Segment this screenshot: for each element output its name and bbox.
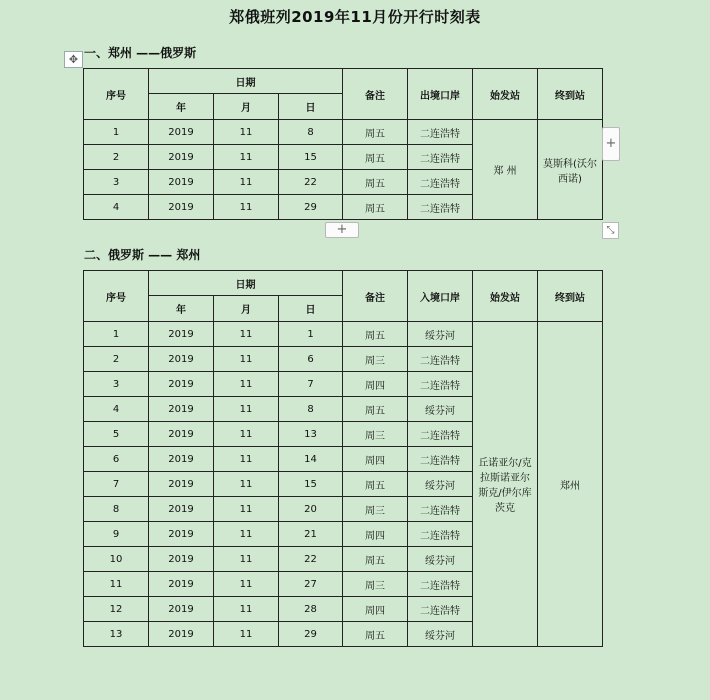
- cell-no: 7: [84, 472, 149, 497]
- table-row: [84, 120, 603, 145]
- cell-port: 二连浩特: [408, 497, 473, 522]
- cell-day: 22: [279, 170, 343, 195]
- header-no: 序号: [84, 69, 149, 120]
- cell-month: 11: [214, 547, 279, 572]
- cell-remark: 周四: [343, 447, 408, 472]
- cell-no: 5: [84, 422, 149, 447]
- cell-month: 11: [214, 422, 279, 447]
- cell-remark: 周四: [343, 522, 408, 547]
- cell-year: 2019: [149, 447, 214, 472]
- cell-remark: 周三: [343, 422, 408, 447]
- cell-no: 8: [84, 497, 149, 522]
- cell-day: 6: [279, 347, 343, 372]
- cell-remark: 周五: [343, 120, 408, 145]
- cell-no: 2: [84, 145, 149, 170]
- cell-day: 22: [279, 547, 343, 572]
- cell-day: 8: [279, 397, 343, 422]
- cell-month: 11: [214, 322, 279, 347]
- origin-station-cell: 郑 州: [473, 120, 538, 220]
- cell-no: 4: [84, 397, 149, 422]
- destination-station-cell: 郑州: [538, 322, 603, 647]
- cell-port: 绥芬河: [408, 622, 473, 647]
- cell-remark: 周四: [343, 372, 408, 397]
- cell-year: 2019: [149, 195, 214, 220]
- table-move-handle[interactable]: ✥: [64, 51, 83, 68]
- cell-year: 2019: [149, 347, 214, 372]
- cell-year: 2019: [149, 472, 214, 497]
- cell-year: 2019: [149, 422, 214, 447]
- cell-month: 11: [214, 120, 279, 145]
- cell-day: 7: [279, 372, 343, 397]
- cell-remark: 周五: [343, 622, 408, 647]
- cell-remark: 周五: [343, 547, 408, 572]
- cell-no: 10: [84, 547, 149, 572]
- cell-month: 11: [214, 572, 279, 597]
- origin-station-cell: 丘诺亚尔/克拉斯诺亚尔斯克/伊尔库茨克: [473, 322, 538, 647]
- cell-month: 11: [214, 472, 279, 497]
- cell-remark: 周三: [343, 497, 408, 522]
- header-month: 月: [214, 296, 279, 322]
- cell-year: 2019: [149, 397, 214, 422]
- cell-month: 11: [214, 170, 279, 195]
- cell-day: 14: [279, 447, 343, 472]
- cell-remark: 周五: [343, 145, 408, 170]
- cell-port: 二连浩特: [408, 372, 473, 397]
- cell-month: 11: [214, 372, 279, 397]
- add-row-button[interactable]: +: [325, 222, 359, 238]
- cell-day: 29: [279, 195, 343, 220]
- header-exit-port: 出境口岸: [408, 69, 473, 120]
- cell-remark: 周五: [343, 472, 408, 497]
- cell-port: 二连浩特: [408, 145, 473, 170]
- header-entry-port: 入境口岸: [408, 271, 473, 322]
- header-date: 日期: [149, 271, 343, 296]
- cell-port: 二连浩特: [408, 195, 473, 220]
- cell-day: 28: [279, 597, 343, 622]
- cell-port: 二连浩特: [408, 120, 473, 145]
- cell-port: 绥芬河: [408, 547, 473, 572]
- cell-month: 11: [214, 195, 279, 220]
- cell-month: 11: [214, 622, 279, 647]
- cell-port: 二连浩特: [408, 347, 473, 372]
- cell-year: 2019: [149, 372, 214, 397]
- cell-month: 11: [214, 497, 279, 522]
- cell-port: 二连浩特: [408, 572, 473, 597]
- cell-no: 11: [84, 572, 149, 597]
- header-origin: 始发站: [473, 69, 538, 120]
- header-destination: 终到站: [538, 271, 603, 322]
- cell-year: 2019: [149, 572, 214, 597]
- cell-day: 13: [279, 422, 343, 447]
- cell-no: 1: [84, 322, 149, 347]
- table-row: [84, 322, 603, 347]
- cell-month: 11: [214, 145, 279, 170]
- cell-year: 2019: [149, 145, 214, 170]
- section-2-heading: 二、俄罗斯 —— 郑州: [84, 248, 201, 262]
- cell-month: 11: [214, 347, 279, 372]
- schedule-table-zhengzhou-russia: [83, 68, 603, 220]
- cell-day: 21: [279, 522, 343, 547]
- cell-port: 绥芬河: [408, 322, 473, 347]
- header-no: 序号: [84, 271, 149, 322]
- cell-no: 6: [84, 447, 149, 472]
- cell-year: 2019: [149, 120, 214, 145]
- cell-month: 11: [214, 522, 279, 547]
- cell-day: 1: [279, 322, 343, 347]
- cell-day: 15: [279, 145, 343, 170]
- cell-no: 12: [84, 597, 149, 622]
- destination-station-cell: 莫斯科(沃尔西诺): [538, 120, 603, 220]
- cell-port: 二连浩特: [408, 447, 473, 472]
- cell-port: 二连浩特: [408, 522, 473, 547]
- cell-remark: 周五: [343, 195, 408, 220]
- cell-port: 绥芬河: [408, 397, 473, 422]
- cell-day: 29: [279, 622, 343, 647]
- cell-port: 绥芬河: [408, 472, 473, 497]
- cell-remark: 周五: [343, 322, 408, 347]
- table-resize-handle[interactable]: ⤡: [602, 222, 619, 239]
- cell-year: 2019: [149, 522, 214, 547]
- cell-year: 2019: [149, 597, 214, 622]
- cell-remark: 周三: [343, 572, 408, 597]
- cell-month: 11: [214, 597, 279, 622]
- cell-no: 13: [84, 622, 149, 647]
- cell-port: 二连浩特: [408, 422, 473, 447]
- cell-day: 20: [279, 497, 343, 522]
- header-month: 月: [214, 94, 279, 120]
- cell-year: 2019: [149, 622, 214, 647]
- cell-day: 27: [279, 572, 343, 597]
- header-year: 年: [149, 296, 214, 322]
- cell-year: 2019: [149, 547, 214, 572]
- cell-port: 二连浩特: [408, 170, 473, 195]
- cell-remark: 周五: [343, 397, 408, 422]
- header-year: 年: [149, 94, 214, 120]
- cell-no: 3: [84, 372, 149, 397]
- schedule-table-russia-zhengzhou: [83, 270, 603, 647]
- cell-remark: 周四: [343, 597, 408, 622]
- add-column-button[interactable]: +: [602, 127, 620, 161]
- cell-month: 11: [214, 447, 279, 472]
- cell-no: 9: [84, 522, 149, 547]
- cell-port: 二连浩特: [408, 597, 473, 622]
- header-date: 日期: [149, 69, 343, 94]
- cell-year: 2019: [149, 170, 214, 195]
- cell-month: 11: [214, 397, 279, 422]
- document-title: 郑俄班列2019年11月份开行时刻表: [229, 8, 481, 26]
- cell-year: 2019: [149, 322, 214, 347]
- header-day: 日: [279, 296, 343, 322]
- cell-year: 2019: [149, 497, 214, 522]
- cell-day: 8: [279, 120, 343, 145]
- cell-no: 2: [84, 347, 149, 372]
- header-remark: 备注: [343, 69, 408, 120]
- header-origin: 始发站: [473, 271, 538, 322]
- cell-no: 3: [84, 170, 149, 195]
- cell-no: 1: [84, 120, 149, 145]
- header-remark: 备注: [343, 271, 408, 322]
- header-day: 日: [279, 94, 343, 120]
- cell-day: 15: [279, 472, 343, 497]
- cell-no: 4: [84, 195, 149, 220]
- cell-remark: 周三: [343, 347, 408, 372]
- header-destination: 终到站: [538, 69, 603, 120]
- cell-remark: 周五: [343, 170, 408, 195]
- section-1-heading: 一、郑州 ——俄罗斯: [84, 46, 197, 60]
